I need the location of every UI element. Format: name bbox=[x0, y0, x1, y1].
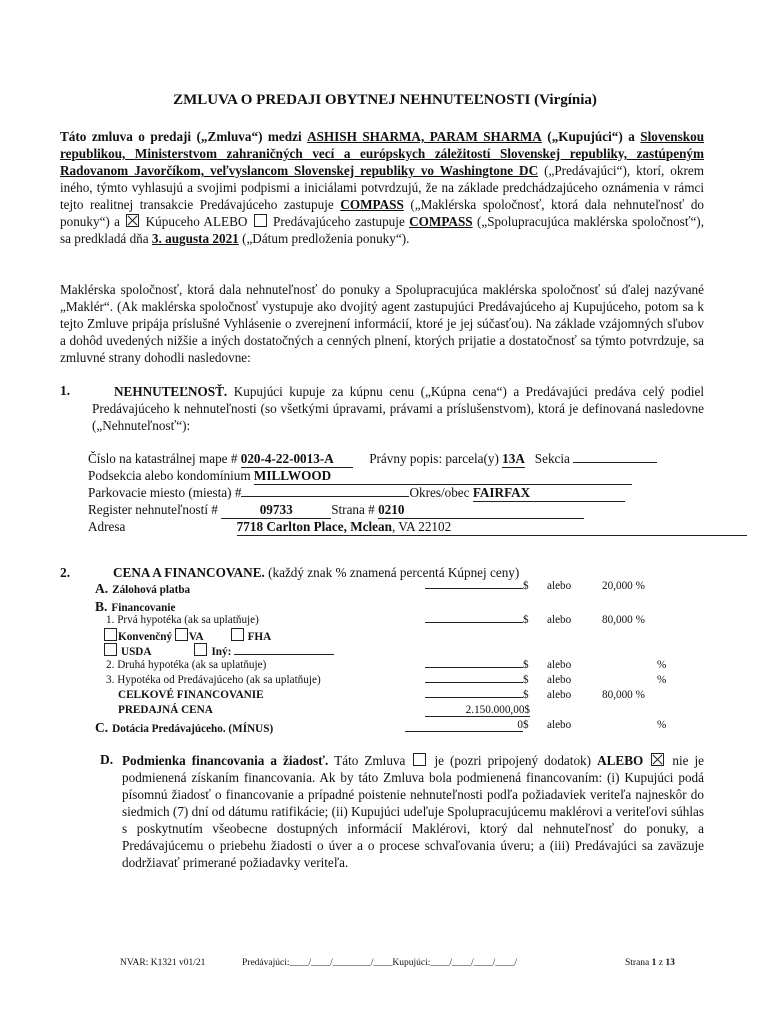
county-label: Okres/obec bbox=[409, 485, 470, 500]
dollar-sign: $ bbox=[523, 674, 529, 686]
total-financing-label: CELKOVÉ FINANCOVANIE bbox=[118, 689, 264, 701]
buyer-initials[interactable]: Kupujúci:____/____/____/____/ bbox=[392, 958, 517, 968]
fha-checkbox[interactable] bbox=[231, 628, 244, 641]
or-label: alebo bbox=[547, 614, 572, 626]
parcel-field[interactable]: 13A bbox=[502, 451, 525, 466]
address-row bbox=[88, 519, 747, 536]
sale-price-label: PREDAJNÁ CENA bbox=[118, 704, 213, 716]
dollar-sign: $ bbox=[523, 580, 529, 592]
seller-name: Slovenskou republikou, Ministerstvom zahraničných vecí a európskych záležitostí Slovenskej republiky, zastúpeným Radovanom Javorčíkom, veľvyslancom Slovenskej republiky vo Washingtone DC bbox=[60, 129, 705, 178]
deposit-label: Zálohová platba bbox=[112, 584, 191, 596]
address-street: 7718 Carlton Place, Mclean bbox=[236, 519, 392, 534]
section-d-letter: D. bbox=[100, 752, 114, 767]
second-mortgage-percent: % bbox=[657, 659, 667, 671]
total-financing-field[interactable] bbox=[425, 697, 523, 698]
subsidy-label: Dotácia Predávajúceho. (MÍNUS) bbox=[112, 723, 274, 735]
register-field[interactable]: 09733 bbox=[221, 502, 331, 519]
intro-text-4: („Maklérska spoločnosť, ktorá dala nehnuteľnosť do ponuky“) a bbox=[60, 197, 705, 229]
conventional-label: Konvenčný bbox=[118, 631, 173, 643]
contingent-no-checkbox[interactable] bbox=[651, 753, 664, 766]
intro-text-7: („Spolupracujúca maklérska spoločnosť“), sa predkladá dňa bbox=[60, 214, 704, 246]
parking-row bbox=[88, 485, 625, 502]
or-label: alebo bbox=[547, 659, 572, 671]
coop-firm: COMPASS bbox=[409, 214, 473, 229]
section-d-heading: Podmienka financovania a žiadosť. bbox=[122, 753, 329, 768]
subsection-label: Podsekcia alebo kondomínium bbox=[88, 468, 251, 483]
loan-type-row-2 bbox=[104, 643, 334, 658]
usda-checkbox[interactable] bbox=[104, 643, 117, 656]
section-d-text-2: je (pozri pripojený dodatok) bbox=[434, 753, 592, 768]
total-financing-amount bbox=[425, 689, 529, 701]
seller-rep-checkbox[interactable] bbox=[254, 214, 267, 227]
second-mortgage-label: 2. Druhá hypotéka (ak sa uplatňuje) bbox=[106, 659, 267, 671]
address-state: , VA 22102 bbox=[391, 519, 452, 534]
subsidy-amount bbox=[405, 719, 529, 732]
subsection-field[interactable]: MILLWOOD bbox=[254, 468, 632, 485]
deposit-amount bbox=[425, 580, 529, 592]
usda-label: USDA bbox=[121, 646, 151, 658]
register-row bbox=[88, 502, 584, 519]
va-checkbox[interactable] bbox=[175, 628, 188, 641]
seller-mortgage-label: 3. Hypotéka od Predávajúceho (ak sa uplatňuje) bbox=[106, 674, 321, 686]
or-label: alebo bbox=[547, 580, 572, 592]
intro-text-1: Táto zmluva o predaji („Zmluva“) medzi bbox=[60, 129, 302, 144]
deposit-percent: 20,000 % bbox=[602, 580, 645, 592]
sale-price-amount bbox=[425, 704, 530, 717]
seller-mortgage-percent: % bbox=[657, 674, 667, 686]
county-field[interactable]: FAIRFAX bbox=[473, 485, 625, 502]
intro-text-3: („Predávajúci“), ktorí, okrem iného, týmto vyhlasujú a svojimi podpismi a iniciálami potvrdzujú, že na základe predchádzajúceho oznámenia v rámci tejto realitnej transakcie Predávajúceho zastupuje bbox=[60, 163, 704, 212]
other-loan-field[interactable] bbox=[234, 654, 334, 655]
parking-field[interactable] bbox=[241, 496, 409, 497]
section-2-heading: CENA A FINANCOVANE. bbox=[113, 565, 265, 580]
sale-price-field[interactable]: 2.150.000,00$ bbox=[425, 704, 530, 717]
section-field[interactable] bbox=[573, 462, 657, 463]
address-field[interactable] bbox=[237, 519, 747, 536]
seller-mortgage-amount bbox=[425, 674, 529, 686]
section-d-text bbox=[122, 752, 704, 871]
dollar-sign: $ bbox=[523, 689, 529, 701]
map-number-field[interactable]: 020-4-22-0013-A bbox=[241, 451, 353, 468]
section-d-or: ALEBO bbox=[597, 753, 644, 768]
conventional-checkbox[interactable] bbox=[104, 628, 117, 641]
legal-desc-label: Právny popis: parcela(y) bbox=[369, 451, 499, 466]
section-1-number: 1. bbox=[60, 383, 71, 398]
page-number-field[interactable]: 0210 bbox=[378, 502, 584, 519]
or-label: alebo bbox=[547, 674, 572, 686]
intro-text-8: („Dátum predloženia ponuky“). bbox=[242, 231, 410, 246]
deposit-amount-field[interactable] bbox=[425, 588, 523, 589]
subsidy-value: 0 bbox=[517, 719, 523, 731]
seller-subsidy-row bbox=[95, 719, 273, 737]
second-mortgage-field[interactable] bbox=[425, 667, 523, 668]
dollar-sign: $ bbox=[523, 659, 529, 671]
broker-paragraph: Maklérska spoločnosť, ktorá dala nehnuteľnosť do ponuky a Spolupracujúca maklérska spoločnosť sú ďalej nazývané „Maklér“. (Ak maklérska spoločnosť vystupuje ako dvojitý agent zastupujúci Predávajúceho aj Kupujúceho, potom sa k tejto Zmluve pripája príslušné Vyhlásenie o zverejnení informácií, ktoré je jej súčasťou). Na základe vzájomných sľubov a dohôd uvedených nižšie a iných dostatočných a cenných plnení, ktorých prijatie a dostatočnosť sa týmto potvrdzuje, sa zmluvné strany dohodli nasledovne: bbox=[60, 282, 704, 365]
section-1-heading: NEHNUTEĽNOSŤ. bbox=[114, 384, 228, 399]
section-2-title bbox=[113, 565, 519, 581]
dollar-sign: $ bbox=[523, 614, 529, 626]
subsidy-field[interactable] bbox=[405, 719, 523, 732]
other-loan-label: Iný: bbox=[211, 646, 232, 658]
subsidy-letter: C. bbox=[95, 720, 109, 735]
address-label: Adresa bbox=[88, 519, 126, 534]
intro-text-5: Kúpuceho ALEBO bbox=[145, 214, 248, 229]
page-current: 1 bbox=[651, 958, 657, 968]
buyer-rep-checkbox[interactable] bbox=[126, 214, 139, 227]
other-loan-checkbox[interactable] bbox=[194, 643, 207, 656]
intro-text-6: Predávajúceho zastupuje bbox=[273, 214, 405, 229]
intro-text-2: („Kupujúci“) a bbox=[547, 129, 635, 144]
first-mortgage-field[interactable] bbox=[425, 622, 523, 623]
va-label: VA bbox=[188, 631, 203, 643]
first-mortgage-percent: 80,000 % bbox=[602, 614, 645, 626]
section-2-number: 2. bbox=[60, 565, 71, 580]
section-d-text-1: Táto Zmluva bbox=[334, 753, 406, 768]
section-label: Sekcia bbox=[534, 451, 570, 466]
seller-mortgage-field[interactable] bbox=[425, 682, 523, 683]
section-d-body: je podmienená získaním financovania. Ak by táto Zmluva bola podmienená financovaním: (i) Kupujúci podá písomnú žiadosť o financovanie a prípadné poistenie nehnuteľnosti podľa požiadaviek veriteľa najneskôr do siedmich (7) dní od dátumu ratifikácie; (ii) Kupujúci udeľuje Spolupracujúcemu maklérovi a veriteľovi súhlas s poskytnutím všeobecne dostupných informácií Maklérovi, ktorý dal nehnuteľnosť do ponuky, a Predávajúcemu o priebehu žiadosti o úver a o procese schvaľovania úveru; a (iii) Predávajúci sa zaväzuje dodržiavať primerané požiadavky veriteľa. bbox=[122, 753, 705, 870]
or-label: alebo bbox=[547, 689, 572, 701]
total-financing-percent: 80,000 % bbox=[602, 689, 645, 701]
intro-paragraph bbox=[60, 128, 704, 247]
page-indicator bbox=[625, 958, 675, 968]
page-of: z bbox=[658, 958, 663, 968]
contingent-yes-checkbox[interactable] bbox=[413, 753, 426, 766]
form-code: NVAR: K1321 v01/21 bbox=[120, 958, 206, 968]
page-word: Strana bbox=[625, 958, 650, 968]
listing-firm: COMPASS bbox=[340, 197, 404, 212]
financing-label: Financovanie bbox=[111, 602, 176, 614]
page-total: 13 bbox=[665, 958, 675, 968]
parking-label: Parkovacie miesto (miesta) # bbox=[88, 485, 242, 500]
subsection-row bbox=[88, 468, 632, 485]
deposit-row bbox=[95, 580, 190, 598]
dollar-sign: $ bbox=[523, 719, 529, 731]
first-mortgage-amount bbox=[425, 614, 529, 626]
section-1-body: Kupujúci kupuje za kúpnu cenu („Kúpna cena“) a Predávajúci predáva celý podiel Predávajúceho k nehnuteľnosti (so všetkými úpravami, právami a príslušenstvom), ktorá je definovaná nasledovne („Nehnuteľnosť“): bbox=[92, 384, 705, 433]
loan-type-row-1 bbox=[104, 628, 271, 643]
first-mortgage-label: 1. Prvá hypotéka (ak sa uplatňuje) bbox=[106, 614, 259, 626]
register-label: Register nehnuteľností # bbox=[88, 502, 218, 517]
subsidy-percent: % bbox=[657, 719, 667, 731]
deposit-letter: A. bbox=[95, 581, 109, 596]
or-label: alebo bbox=[547, 719, 572, 731]
map-number-row bbox=[88, 451, 657, 468]
fha-label: FHA bbox=[247, 631, 272, 643]
offer-date: 3. augusta 2021 bbox=[151, 231, 239, 246]
section-1-text bbox=[92, 383, 704, 434]
initials-row bbox=[242, 958, 517, 968]
map-number-label: Číslo na katastrálnej mape # bbox=[88, 451, 238, 466]
second-mortgage-amount bbox=[425, 659, 529, 671]
page-number-label: Strana # bbox=[331, 502, 375, 517]
seller-initials[interactable]: Predávajúci:____/____/________/____ bbox=[242, 958, 393, 968]
section-2-note: (každý znak % znamená percentá Kúpnej ceny) bbox=[268, 565, 520, 580]
document-title: ZMLUVA O PREDAJI OBYTNEJ NEHNUTEĽNOSTI (Virgínia) bbox=[173, 92, 597, 108]
section-d-text-3: nie bbox=[672, 753, 689, 768]
buyers-names: ASHISH SHARMA, PARAM SHARMA bbox=[307, 129, 542, 144]
financing-letter: B. bbox=[95, 599, 108, 614]
